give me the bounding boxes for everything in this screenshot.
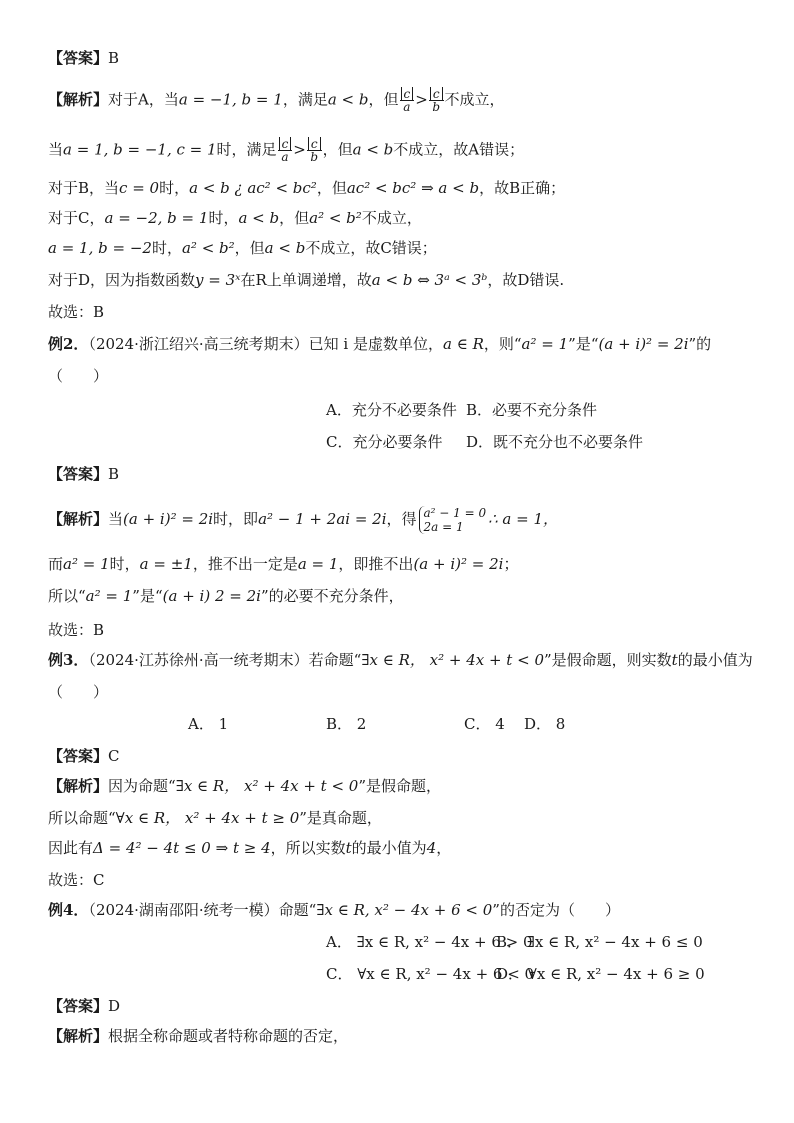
ex3-option-a: A． 1 bbox=[188, 715, 229, 733]
ex3-question: 例3．（2024·江苏徐州·高一统考期末）若命题“∃x ∈ R， x² + 4x + t < 0”是假命题，则实数t的最小值为 bbox=[48, 651, 753, 669]
equation-system: a² − 1 = 0 2a = 1 bbox=[419, 506, 487, 534]
ex3-choice: 故选：C bbox=[48, 871, 105, 889]
fraction-c-over-a: $\frac{c}{a}$ bbox=[278, 138, 293, 163]
answer-value: D bbox=[108, 997, 121, 1015]
analysis-tag: 【解析】 bbox=[48, 1027, 109, 1045]
ex2-paren: （ ） bbox=[48, 367, 109, 385]
ex2-answer-line bbox=[48, 464, 119, 486]
fraction-c-over-b: $\frac{c}{b}$ bbox=[307, 138, 322, 163]
ex3-analysis-line-3: 因此有Δ = 4² − 4t ≤ 0 ⇒ t ≥ 4，所以实数t的最小值为4， bbox=[48, 839, 452, 857]
ex1-analysis-line-5: a = 1, b = −2时，a² < b²，但a < b不成立，故C错误； bbox=[48, 239, 437, 257]
ex3-analysis-line-1: 【解析】因为命题“∃x ∈ R， x² + 4x + t < 0”是假命题， bbox=[48, 777, 442, 795]
ex1-choice: 故选：B bbox=[48, 303, 105, 321]
analysis-tag: 【解析】 bbox=[48, 510, 109, 528]
ex4-analysis-line-1: 【解析】根据全称命题或者特称命题的否定， bbox=[48, 1027, 349, 1045]
answer-tag: 【答案】 bbox=[48, 747, 109, 765]
ex3-paren: （ ） bbox=[48, 683, 109, 701]
ex2-choice: 故选：B bbox=[48, 621, 105, 639]
ex2-analysis-line-2: 而a² = 1时，a = ±1，推不出一定是a = 1，即推不出(a + i)² = 2i； bbox=[48, 555, 519, 573]
ex2-option-d: D．既不充分也不必要条件 bbox=[466, 433, 644, 451]
fraction-c-over-b: $\frac{c}{b}$ bbox=[429, 88, 444, 113]
ex1-analysis-line-6: 对于D，因为指数函数y = 3ˣ在R上单调递增，故a < b ⇔ 3ᵃ < 3ᵇ，故D错误. bbox=[48, 271, 565, 289]
example-label: 例2． bbox=[48, 335, 89, 353]
ex1-analysis-line-2: 当a = 1, b = −1, c = 1时，满足 $\frac{c}{a}$ > $\frac{c}{b}$ ，但a < b不成立，故A错误； bbox=[48, 137, 525, 164]
ex2-option-a: A．充分不必要条件 bbox=[326, 401, 457, 419]
ex3-option-b: B． 2 bbox=[326, 715, 367, 733]
fraction-c-over-a: $\frac{c}{a}$ bbox=[400, 88, 415, 113]
analysis-tag: 【解析】 bbox=[48, 90, 109, 109]
ex4-option-a: A． ∃x ∈ R, x² − 4x + 6 > 0 bbox=[326, 933, 533, 951]
answer-value: C bbox=[108, 747, 120, 765]
ex4-option-d: D． ∀x ∈ R, x² − 4x + 6 ≥ 0 bbox=[496, 965, 705, 983]
answer-tag: 【答案】 bbox=[48, 49, 109, 67]
ex4-option-c: C． ∀x ∈ R, x² − 4x + 6 < 0 bbox=[326, 965, 535, 983]
ex3-analysis-line-2: 所以命题“∀x ∈ R， x² + 4x + t ≥ 0”是真命题， bbox=[48, 809, 382, 827]
ex3-option-c: C． 4 bbox=[464, 715, 505, 733]
ex1-analysis-line-3: 对于B，当c = 0时，a < b ¿ ac² < bc²，但ac² < bc² ⇒ a < b，故B正确； bbox=[48, 179, 566, 197]
answer-value: B bbox=[108, 465, 120, 483]
example-label: 例3． bbox=[48, 651, 89, 669]
ex1-analysis-line-4: 对于C，a = −2, b = 1时，a < b，但a² < b²不成立， bbox=[48, 209, 422, 227]
ex4-question: 例4．（2024·湖南邵阳·统考一模）命题“∃x ∈ R, x² − 4x + 6 < 0”的否定为（ ） bbox=[48, 901, 620, 919]
ex1-answer-line bbox=[48, 48, 119, 70]
example-label: 例4． bbox=[48, 901, 89, 919]
ex1-analysis-line-1: 【解析】对于A，当a = −1, b = 1，满足a < b，但 $\frac{c}{a}$ > $\frac{c}{b}$ 不成立， bbox=[48, 87, 505, 114]
answer-tag: 【答案】 bbox=[48, 997, 109, 1015]
analysis-tag: 【解析】 bbox=[48, 777, 109, 795]
ex2-option-b: B．必要不充分条件 bbox=[466, 401, 598, 419]
ex3-option-d: D． 8 bbox=[524, 715, 566, 733]
ex2-option-c: C．充分必要条件 bbox=[326, 433, 443, 451]
ex2-question: 例2．（2024·浙江绍兴·高三统考期末）已知 i 是虚数单位，a ∈ R，则“a² = 1”是“(a + i)² = 2i”的 bbox=[48, 335, 712, 353]
answer-tag: 【答案】 bbox=[48, 465, 109, 483]
ex4-option-b: B． ∃x ∈ R, x² − 4x + 6 ≤ 0 bbox=[496, 933, 703, 951]
answer-value: B bbox=[108, 49, 120, 67]
ex2-analysis-line-1: 【解析】当(a + i)² = 2i时，即a² − 1 + 2ai = 2i，得 a² − 1 = 0 2a = 1 ∴ a = 1， bbox=[48, 506, 559, 534]
ex3-answer-line bbox=[48, 746, 120, 768]
ex4-answer-line bbox=[48, 996, 120, 1018]
ex2-analysis-line-3: 所以“a² = 1”是“(a + i) 2 = 2i”的必要不充分条件， bbox=[48, 587, 404, 605]
